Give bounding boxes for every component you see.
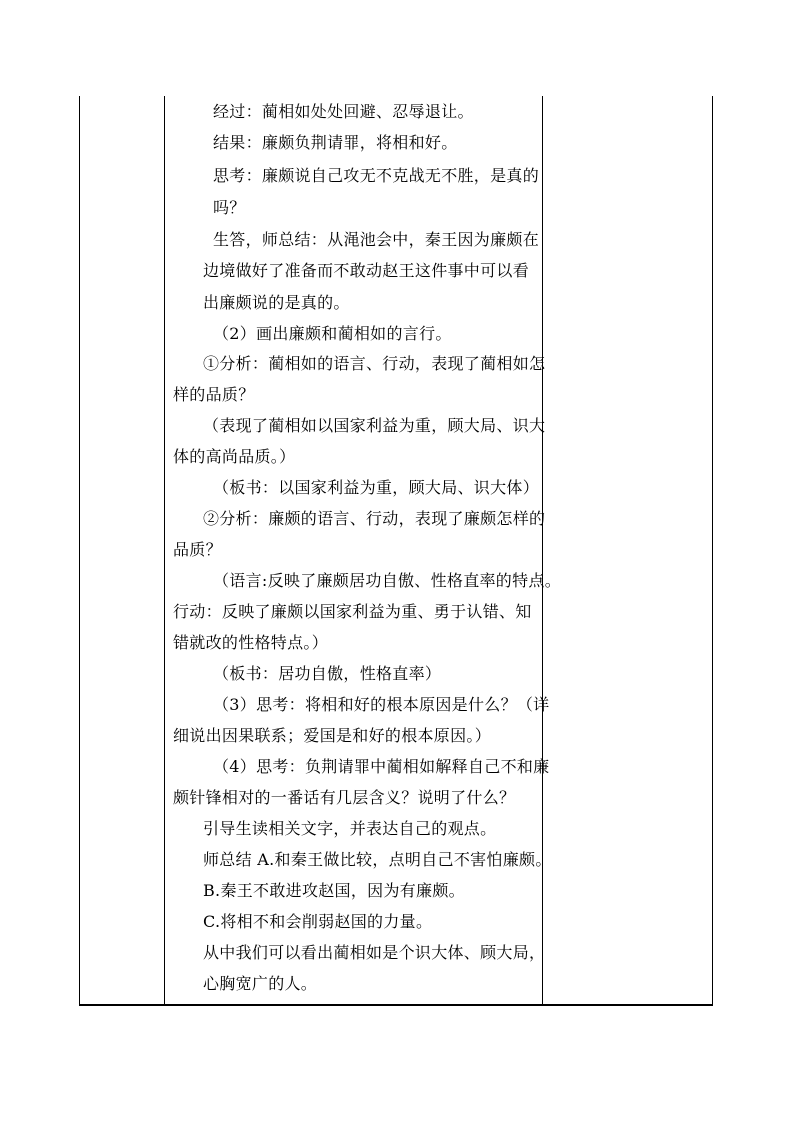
text-line: C.将相不和会削弱赵国的力量。	[203, 912, 433, 931]
text-line: （表现了蔺相如以国家利益为重，顾大局、识大	[203, 416, 546, 435]
table-border-bottom	[79, 1004, 713, 1006]
text-line: 吗？	[213, 198, 246, 217]
text-line: 结果：廉颇负荆请罪，将相和好。	[213, 133, 458, 152]
text-line: 样的品质？	[173, 385, 255, 404]
text-line: 师总结 A.和秦王做比较，点明自己不害怕廉颇。	[203, 850, 552, 869]
text-line: （板书：居功自傲，性格直率）	[213, 664, 442, 683]
text-line: （4）思考：负荆请罪中蔺相如解释自己不和廉	[213, 757, 550, 776]
text-line: （板书：以国家利益为重，顾大局、识大体）	[213, 478, 540, 497]
text-line: 生答，师总结：从渑池会中，秦王因为廉颇在	[213, 230, 540, 249]
text-line: 从中我们可以看出蔺相如是个识大体、顾大局，	[203, 943, 546, 962]
text-line: 引导生读相关文字，并表达自己的观点。	[203, 819, 497, 838]
text-line: 错就改的性格特点。）	[173, 633, 329, 652]
text-line: 颇针锋相对的一番话有几层含义？说明了什么？	[173, 788, 516, 807]
text-line: B.秦王不敢进攻赵国，因为有廉颇。	[203, 881, 465, 900]
table-border-left	[79, 96, 80, 1006]
text-line: （3）思考：将相和好的根本原因是什么？（详	[213, 695, 550, 714]
text-line: ②分析：廉颇的语言、行动，表现了廉颇怎样的	[203, 509, 546, 528]
text-line: （2）画出廉颇和蔺相如的言行。	[213, 324, 452, 343]
text-line: （语言:反映了廉颇居功自傲、性格直率的特点。	[213, 571, 561, 590]
text-line: 出廉颇说的是真的。	[203, 293, 350, 312]
text-line: 经过：蔺相如处处回避、忍辱退让。	[213, 102, 474, 121]
text-line: 品质？	[173, 540, 222, 559]
text-line: 细说出因果联系；爱国是和好的根本原因。）	[173, 726, 492, 745]
text-line: 思考：廉颇说自己攻无不克战无不胜，是真的	[213, 166, 540, 185]
text-line: 心胸宽广的人。	[203, 974, 318, 993]
text-line: 行动：反映了廉颇以国家利益为重、勇于认错、知	[173, 602, 532, 621]
text-line: ①分析：蔺相如的语言、行动，表现了蔺相如怎	[203, 354, 546, 373]
column-divider-1	[164, 96, 165, 1006]
text-line: 边境做好了准备而不敢动赵王这件事中可以看	[203, 261, 530, 280]
table-border-right	[712, 96, 713, 1006]
text-line: 体的高尚品质。）	[173, 447, 296, 466]
